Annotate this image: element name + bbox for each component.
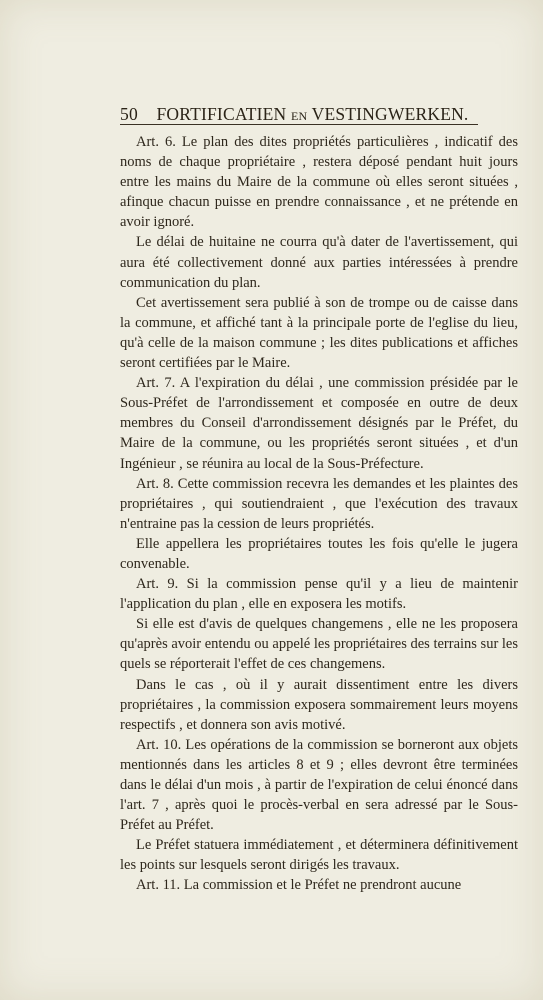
paragraph-art6: Art. 6. Le plan des dites propriétés particulières , indicatif des noms de chaque propriétaire , restera déposé pendant huit jours entre les mains du Maire de la commune où elles seront situées , afinque chacun puisse en prendre connaissance , et ne prétende en avoir ignoré. (120, 134, 518, 231)
paragraph-art8: Art. 8. Cette commission recevra les demandes et les plaintes des propriétaires , qui soutiendraient , que l'exécution des travaux n'entraine pas la cession de leurs propriétés. (120, 475, 518, 532)
paragraph-avertissement: Cet avertissement sera publié à son de trompe ou de caisse dans la commune, et affiché tant à la principale porte de l'eglise du lieu, qu'à celle de la maison commune ; les dites publications et affiches seront certifiées par le Maire. (120, 294, 518, 372)
paragraph-delai: Le délai de huitaine ne courra qu'à dater de l'avertissement, qui aura été collectivement donné aux parties intéressées à prendre communication du plan. (120, 234, 518, 291)
paragraph-dissentiment: Dans le cas , où il y aurait dissentiment entre les divers propriétaires , la commission exposera sommairement leurs moyens respectifs , et donnera son avis motivé. (120, 676, 518, 733)
paragraph-art10: Art. 10. Les opérations de la commission se borneront aux objets mentionnés dans les articles 8 et 9 ; elles devront être terminées dans le délai d'un mois , à partir de l'expiration de celui énoncé dans l'art. 7 , après quoi le procès-verbal en sera adressé par le Sous-Préfet au Préfet. (120, 736, 518, 834)
paragraph-art11: Art. 11. La commission et le Préfet ne prendront aucune (136, 877, 462, 894)
body-text (120, 132, 518, 896)
header-title-connector: EN (290, 109, 308, 123)
paragraph-changemens: Si elle est d'avis de quelques changemens , elle ne les proposera qu'après avoir entendu ou appelé les propriétaires des terrains sur les quels se réporterait l'effet de ces changemens. (120, 616, 518, 673)
paragraph-prefet: Le Préfet statuera immédiatement , et déterminera définitivement les points sur lesquels seront dirigés les travaux. (120, 837, 518, 874)
header-title-part1: FORTIFICATIEN (156, 104, 287, 124)
paragraph-art9: Art. 9. Si la commission pense qu'il y a lieu de maintenir l'application du plan , elle en exposera les motifs. (120, 576, 518, 613)
header-title-part2: VESTINGWERKEN. (311, 104, 469, 124)
paragraph-appellera: Elle appellera les propriétaires toutes les fois qu'elle le jugera convenable. (120, 535, 518, 572)
running-header (120, 104, 480, 125)
header-rule (120, 124, 478, 125)
page-number: 50 (120, 104, 138, 124)
paragraph-art7: Art. 7. A l'expiration du délai , une commission présidée par le Sous-Préfet de l'arrondissement et composée en outre de deux membres du Conseil d'arrondissement désignés par le Préfet, du Maire de la commune, ou les propriétés seront situées , et d'un Ingénieur , se réunira au local de la Sous-Préfecture. (120, 375, 518, 472)
